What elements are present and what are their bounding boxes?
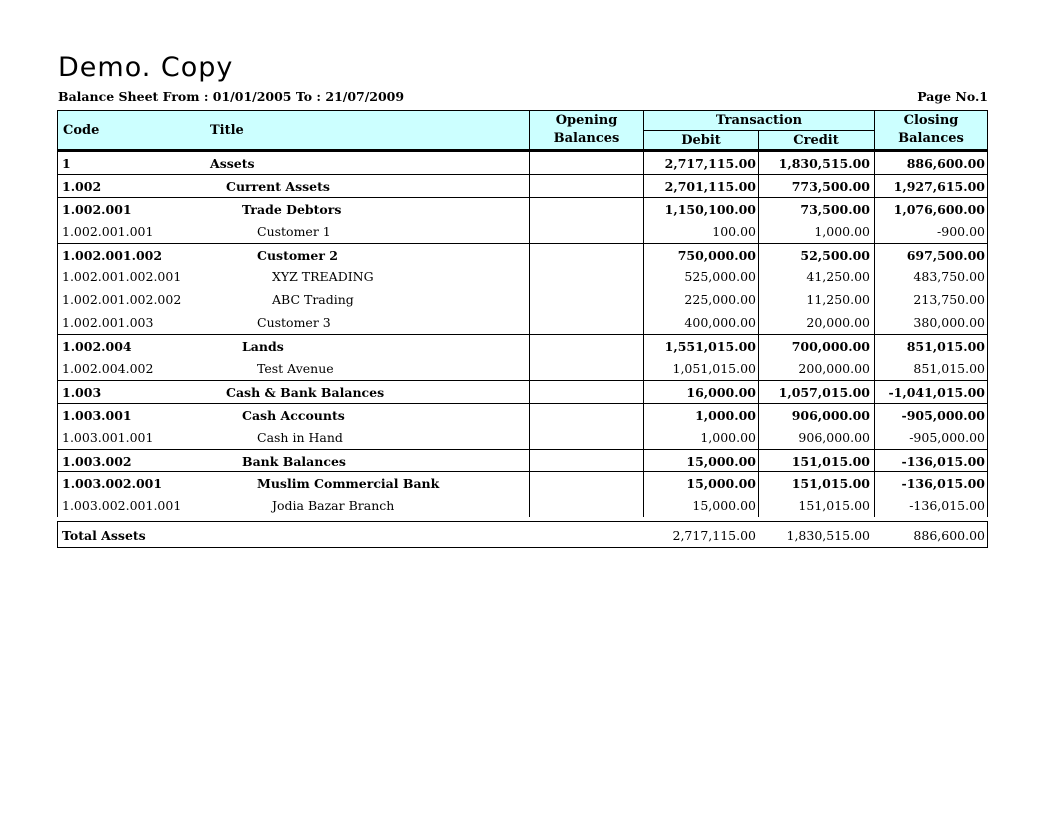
- row-debit: 1,000.00: [695, 407, 756, 423]
- row-title: Bank Balances: [242, 453, 346, 469]
- table-row: [58, 403, 987, 426]
- row-code: 1.002.001.002.002: [62, 292, 182, 308]
- row-debit: 15,000.00: [686, 453, 756, 469]
- row-debit: 225,000.00: [684, 292, 756, 308]
- total-closing: 886,600.00: [913, 528, 985, 544]
- row-title: Cash Accounts: [242, 407, 345, 423]
- row-debit: 750,000.00: [677, 247, 756, 263]
- row-debit: 16,000.00: [686, 384, 756, 400]
- row-closing: -136,015.00: [901, 453, 985, 469]
- table-row: [58, 334, 987, 357]
- row-credit: 1,830,515.00: [778, 156, 870, 171]
- table-row: [58, 265, 987, 288]
- table-body: [57, 151, 988, 517]
- total-label: Total Assets: [62, 528, 146, 544]
- row-code: 1.003.002.001: [62, 476, 163, 492]
- header-opening-1: Opening: [555, 113, 618, 128]
- table-header: [57, 110, 988, 151]
- row-credit: 20,000.00: [806, 315, 870, 331]
- row-credit: 700,000.00: [791, 339, 870, 355]
- row-closing: 483,750.00: [913, 269, 985, 285]
- table-row: [58, 471, 987, 494]
- row-code: 1.003.001.001: [62, 429, 154, 445]
- row-code: 1.002: [62, 178, 102, 194]
- row-debit: 2,717,115.00: [664, 156, 756, 171]
- row-code: 1.003: [62, 384, 102, 400]
- row-debit: 1,051,015.00: [672, 361, 756, 377]
- table-row: [58, 449, 987, 472]
- header-opening-2: Balances: [553, 131, 620, 146]
- row-closing: 851,015.00: [913, 361, 985, 377]
- row-debit: 15,000.00: [692, 498, 756, 514]
- row-title: Assets: [210, 156, 255, 171]
- row-closing: -1,041,015.00: [888, 384, 985, 400]
- page-number: Page No.1: [917, 89, 988, 104]
- header-debit: Debit: [681, 133, 721, 148]
- total-debit: 2,717,115.00: [672, 528, 756, 544]
- row-credit: 52,500.00: [800, 247, 870, 263]
- row-title: Cash & Bank Balances: [226, 384, 385, 400]
- row-title: Trade Debtors: [242, 201, 342, 217]
- report-subtitle: Balance Sheet From : 01/01/2005 To : 21/07/2009: [58, 89, 405, 104]
- table-row: [58, 288, 987, 311]
- row-closing: 1,927,615.00: [893, 178, 985, 194]
- row-code: 1.002.001.001: [62, 223, 154, 239]
- row-code: 1.002.004: [62, 339, 132, 355]
- row-code: 1.002.001.002.001: [62, 269, 182, 285]
- header-code: Code: [63, 123, 100, 138]
- row-code: 1.002.001: [62, 201, 132, 217]
- row-debit: 1,551,015.00: [664, 339, 756, 355]
- row-code: 1.003.001: [62, 407, 132, 423]
- total-row: [57, 521, 988, 548]
- row-credit: 11,250.00: [806, 292, 870, 308]
- table-row: [58, 357, 987, 380]
- header-credit: Credit: [793, 133, 839, 148]
- row-title: Current Assets: [226, 178, 330, 194]
- row-code: 1.002.001.002: [62, 247, 163, 263]
- row-code: 1.003.002: [62, 453, 132, 469]
- row-title: Jodia Bazar Branch: [272, 498, 395, 514]
- row-title: XYZ TREADING: [272, 269, 374, 285]
- row-credit: 73,500.00: [800, 201, 870, 217]
- report-title: Demo. Copy: [58, 52, 234, 83]
- row-title: Lands: [242, 339, 284, 355]
- row-credit: 773,500.00: [791, 178, 870, 194]
- table-row: [58, 220, 987, 243]
- table-row: [58, 311, 987, 334]
- row-title: ABC Trading: [272, 292, 354, 308]
- row-credit: 1,000.00: [814, 223, 870, 239]
- header-transaction: Transaction: [715, 113, 803, 128]
- row-closing: 380,000.00: [913, 315, 985, 331]
- row-closing: 697,500.00: [906, 247, 985, 263]
- row-title: Cash in Hand: [257, 429, 343, 445]
- row-closing: 851,015.00: [906, 339, 985, 355]
- row-credit: 906,000.00: [798, 429, 870, 445]
- row-debit: 2,701,115.00: [664, 178, 756, 194]
- row-title: Customer 1: [257, 223, 331, 239]
- row-code: 1.002.001.003: [62, 315, 154, 331]
- row-credit: 41,250.00: [806, 269, 870, 285]
- row-closing: 886,600.00: [906, 156, 985, 171]
- row-closing: -900.00: [937, 223, 985, 239]
- row-credit: 151,015.00: [791, 453, 870, 469]
- row-credit: 151,015.00: [798, 498, 870, 514]
- row-code: 1: [62, 156, 71, 171]
- table-row: [58, 174, 987, 197]
- table-row: [58, 426, 987, 449]
- table-row: [58, 243, 987, 266]
- row-credit: 906,000.00: [791, 407, 870, 423]
- row-credit: 200,000.00: [798, 361, 870, 377]
- row-debit: 100.00: [712, 223, 756, 239]
- row-debit: 400,000.00: [684, 315, 756, 331]
- total-credit: 1,830,515.00: [786, 528, 870, 544]
- row-title: Customer 2: [257, 247, 338, 263]
- row-closing: -905,000.00: [909, 429, 985, 445]
- row-debit: 15,000.00: [686, 476, 756, 492]
- row-debit: 525,000.00: [684, 269, 756, 285]
- row-closing: -136,015.00: [901, 476, 985, 492]
- header-closing-1: Closing: [903, 113, 959, 128]
- header-title: Title: [210, 123, 244, 138]
- row-credit: 151,015.00: [791, 476, 870, 492]
- row-closing: 1,076,600.00: [893, 201, 985, 217]
- row-closing: -136,015.00: [909, 498, 985, 514]
- row-title: Muslim Commercial Bank: [257, 476, 440, 492]
- table-row: [58, 380, 987, 403]
- row-code: 1.003.002.001.001: [62, 498, 182, 514]
- table-row: [58, 151, 987, 174]
- table-row: [58, 494, 987, 517]
- row-closing: -905,000.00: [901, 407, 985, 423]
- row-debit: 1,000.00: [700, 429, 756, 445]
- row-title: Customer 3: [257, 315, 331, 331]
- row-closing: 213,750.00: [913, 292, 985, 308]
- row-debit: 1,150,100.00: [664, 201, 756, 217]
- row-credit: 1,057,015.00: [778, 384, 870, 400]
- table-row: [58, 197, 987, 220]
- header-closing-2: Balances: [898, 131, 964, 146]
- row-code: 1.002.004.002: [62, 361, 154, 377]
- row-title: Test Avenue: [257, 361, 334, 377]
- balance-sheet-table: [57, 110, 988, 548]
